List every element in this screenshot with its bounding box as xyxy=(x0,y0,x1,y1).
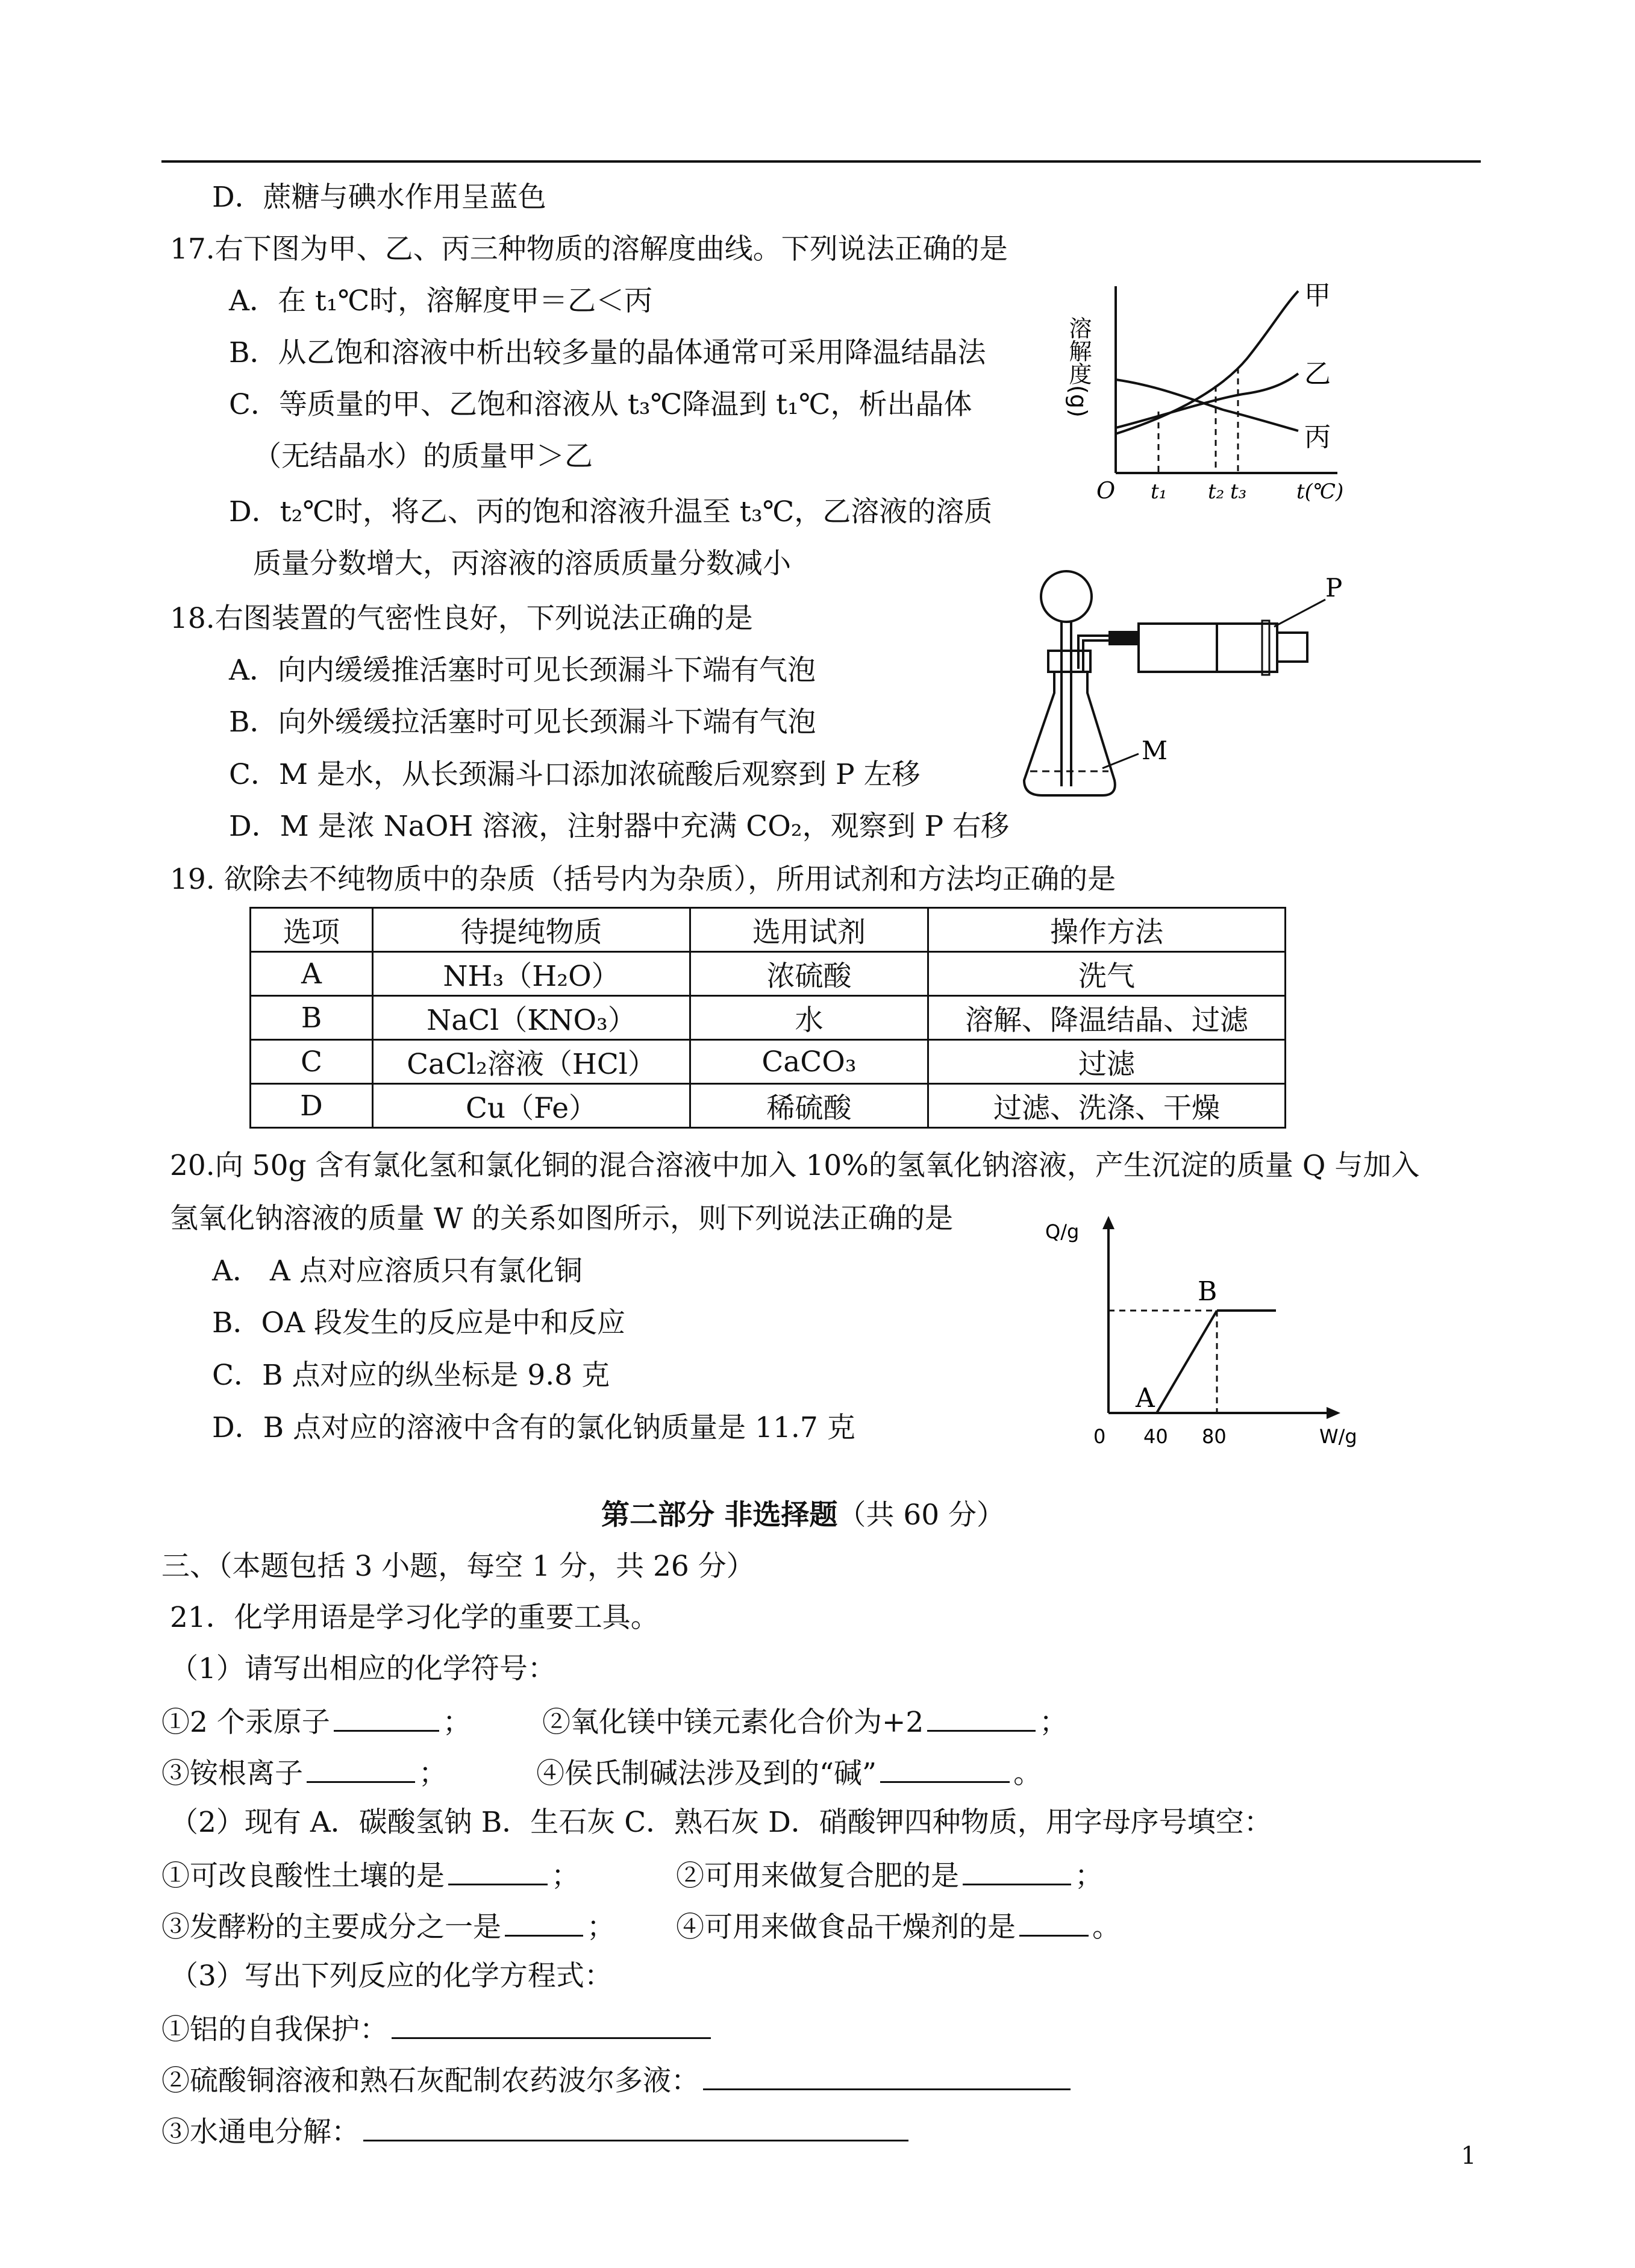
q16-option-d: D．蔗糖与碘水作用呈蓝色 xyxy=(212,181,546,214)
q18-stem: 18.右图装置的气密性良好，下列说法正确的是 xyxy=(170,602,753,635)
label-m: M xyxy=(1142,736,1168,765)
table-cell: NH₃（H₂O） xyxy=(373,952,690,996)
table-header: 选项 xyxy=(251,908,373,952)
syringe-barrel xyxy=(1139,624,1277,672)
table-cell: 浓硫酸 xyxy=(690,952,928,996)
table-cell: 过滤 xyxy=(928,1040,1286,1084)
q21-1d-text: ④侯氏制碱法涉及到的“碱” xyxy=(536,1757,877,1790)
q19-stem: 19. 欲除去不纯物质中的杂质（括号内为杂质），所用试剂和方法均正确的是 xyxy=(170,863,1116,896)
q21-1d xyxy=(536,1753,1042,1792)
answer-blank[interactable] xyxy=(307,1753,415,1783)
q17-option-c: C．等质量的甲、乙饱和溶液从 t₃℃降温到 t₁℃，析出晶体 xyxy=(229,388,972,421)
answer-blank[interactable] xyxy=(392,2010,711,2039)
q21-2c-text: ③发酵粉的主要成分之一是 xyxy=(161,1911,501,1944)
answer-blank[interactable] xyxy=(334,1702,439,1732)
table-row xyxy=(251,1084,1286,1128)
q21-2b xyxy=(676,1856,1103,1894)
q21-sub2: （2）现有 A．碳酸氢钠 B．生石灰 C．熟石灰 D．硝酸钾四种物质，用字母序号填空： xyxy=(170,1806,1272,1839)
answer-blank[interactable] xyxy=(963,1856,1071,1885)
q21-2d xyxy=(676,1907,1121,1946)
section-heading: 三、（本题包括 3 小题，每空 1 分，共 26 分） xyxy=(161,1550,755,1583)
label-p: P xyxy=(1325,573,1343,603)
q21-1b-text: ②氧化镁中镁元素化合价为+2 xyxy=(542,1706,924,1739)
table-header: 操作方法 xyxy=(928,908,1286,952)
label-yi: 乙 xyxy=(1304,359,1331,389)
period: 。 xyxy=(1092,1911,1121,1944)
q17-stem: 17.右下图为甲、乙、丙三种物质的溶解度曲线。下列说法正确的是 xyxy=(170,233,1008,266)
q17-option-c-cont: （无结晶水）的质量甲＞乙 xyxy=(253,440,593,473)
solubility-curve-figure xyxy=(1065,274,1386,504)
table-cell: NaCl（KNO₃） xyxy=(373,996,690,1040)
q20-stem: 20.向 50g 含有氯化氢和氯化铜的混合溶液中加入 10%的氢氧化钠溶液，产生沉淀的质量 Q 与加入 xyxy=(170,1149,1420,1182)
table-row xyxy=(251,1040,1286,1084)
q21-3a xyxy=(161,2010,714,2048)
table-header: 选用试剂 xyxy=(690,908,928,952)
curve-jia xyxy=(1116,291,1298,434)
q20-option-a: A． A 点对应溶质只有氯化铜 xyxy=(212,1255,583,1288)
q18-option-c: C．M 是水，从长颈漏斗口添加浓硫酸后观察到 P 左移 xyxy=(229,758,921,791)
q21-3a-text: ①铝的自我保护： xyxy=(161,2013,388,2046)
header-rule xyxy=(161,160,1481,163)
table-cell: CaCO₃ xyxy=(690,1040,928,1084)
table-row xyxy=(251,952,1286,996)
page-number: 1 xyxy=(1461,2142,1477,2170)
q18-option-d: D．M 是浓 NaOH 溶液，注射器中充满 CO₂，观察到 P 右移 xyxy=(229,810,1010,843)
answer-blank[interactable] xyxy=(880,1753,1010,1783)
q18-option-b: B．向外缓缓拉活塞时可见长颈漏斗下端有气泡 xyxy=(229,706,816,739)
q21-sub3: （3）写出下列反应的化学方程式： xyxy=(170,1959,613,1993)
label-bing: 丙 xyxy=(1304,422,1331,453)
answer-blank[interactable] xyxy=(1019,1907,1089,1937)
q21-2d-text: ④可用来做食品干燥剂的是 xyxy=(676,1911,1016,1944)
x-tick-80: 80 xyxy=(1202,1425,1227,1448)
precipitate-graph xyxy=(1042,1211,1380,1464)
table-cell: C xyxy=(251,1040,373,1084)
q21-1b xyxy=(542,1702,1068,1741)
x-axis-label: W/g xyxy=(1319,1425,1357,1448)
x-tick-40: 40 xyxy=(1143,1425,1168,1448)
q21-1c-text: ③铵根离子 xyxy=(161,1757,303,1790)
answer-blank[interactable] xyxy=(448,1856,548,1885)
point-a-label: A xyxy=(1136,1383,1155,1414)
origin-label: 0 xyxy=(1093,1425,1106,1448)
semicolon: ； xyxy=(1075,1859,1103,1893)
semicolon: ； xyxy=(587,1911,615,1944)
tick-t2: t₂ xyxy=(1208,480,1225,504)
part2-title xyxy=(601,1497,1005,1533)
origin-label: O xyxy=(1096,477,1116,504)
table-row xyxy=(251,996,1286,1040)
answer-blank[interactable] xyxy=(703,2061,1071,2090)
table-header-row xyxy=(251,908,1286,952)
part2-title-main: 第二部分 非选择题 xyxy=(601,1499,838,1532)
q20-option-d: D．B 点对应的溶液中含有的氯化钠质量是 11.7 克 xyxy=(212,1411,855,1444)
table-cell: 溶解、降温结晶、过滤 xyxy=(928,996,1286,1040)
flask xyxy=(1024,672,1115,795)
q17-option-a: A．在 t₁℃时，溶解度甲＝乙＜丙 xyxy=(229,284,653,318)
table-cell: D xyxy=(251,1084,373,1128)
apparatus-figure xyxy=(1018,563,1355,804)
semicolon: ； xyxy=(1039,1706,1068,1739)
table-cell: Cu（Fe） xyxy=(373,1084,690,1128)
q21-2b-text: ②可用来做复合肥的是 xyxy=(676,1859,959,1893)
q20-option-c: C．B 点对应的纵坐标是 9.8 克 xyxy=(212,1359,610,1392)
part2-title-suffix: （共 60 分） xyxy=(837,1499,1005,1532)
q17-option-b: B．从乙饱和溶液中析出较多量的晶体通常可采用降温结晶法 xyxy=(229,336,986,369)
q21-3b xyxy=(161,2061,1074,2099)
purification-table xyxy=(249,907,1286,1129)
q20-stem-cont: 氢氧化钠溶液的质量 W 的关系如图所示，则下列说法正确的是 xyxy=(170,1202,954,1235)
curve-yi xyxy=(1116,374,1298,428)
q21-1a xyxy=(161,1702,471,1741)
table-cell: 稀硫酸 xyxy=(690,1084,928,1128)
q17-option-d-cont: 质量分数增大，丙溶液的溶质质量分数减小 xyxy=(253,547,791,580)
q21-stem: 21．化学用语是学习化学的重要工具。 xyxy=(170,1601,659,1634)
label-jia: 甲 xyxy=(1304,280,1331,311)
point-b-label: B xyxy=(1198,1276,1218,1307)
q21-2a-text: ①可改良酸性土壤的是 xyxy=(161,1859,445,1893)
y-axis-label: Q/g xyxy=(1045,1220,1080,1243)
semicolon: ； xyxy=(419,1757,447,1790)
y-axis-label: 溶解度(g) xyxy=(1065,316,1092,418)
q21-2a xyxy=(161,1856,580,1894)
answer-blank[interactable] xyxy=(927,1702,1036,1732)
rubber-tube xyxy=(1108,631,1139,645)
tick-t1: t₁ xyxy=(1151,480,1168,504)
q21-1a-text: ①2 个汞原子 xyxy=(161,1706,330,1739)
q21-sub1: （1）请写出相应的化学符号： xyxy=(170,1652,556,1685)
q18-option-a: A．向内缓缓推活塞时可见长颈漏斗下端有气泡 xyxy=(229,654,816,687)
q21-3b-text: ②硫酸铜溶液和熟石灰配制农药波尔多液： xyxy=(161,2064,699,2097)
tick-t3: t₃ xyxy=(1230,480,1247,504)
table-cell: 水 xyxy=(690,996,928,1040)
q20-option-b: B．OA 段发生的反应是中和反应 xyxy=(212,1306,625,1339)
q21-2c xyxy=(161,1907,615,1946)
table-cell: B xyxy=(251,996,373,1040)
semicolon: ； xyxy=(551,1859,580,1893)
table-cell: A xyxy=(251,952,373,996)
q17-option-d: D．t₂℃时，将乙、丙的饱和溶液升温至 t₃℃，乙溶液的溶质 xyxy=(229,495,993,528)
semicolon: ； xyxy=(442,1706,471,1739)
q21-3c-text: ③水通电分解： xyxy=(161,2116,360,2149)
q21-1c xyxy=(161,1753,447,1792)
table-cell: 洗气 xyxy=(928,952,1286,996)
q21-3c xyxy=(161,2112,912,2151)
answer-blank[interactable] xyxy=(505,1907,583,1937)
table-cell: CaCl₂溶液（HCl） xyxy=(373,1040,690,1084)
table-cell: 过滤、洗涤、干燥 xyxy=(928,1084,1286,1128)
line-ab xyxy=(1157,1311,1217,1413)
x-axis-label: t(℃) xyxy=(1296,480,1344,504)
table-header: 待提纯物质 xyxy=(373,908,690,952)
period: 。 xyxy=(1013,1757,1042,1790)
answer-blank[interactable] xyxy=(363,2112,908,2141)
plunger-handle xyxy=(1277,633,1307,662)
funnel-bulb xyxy=(1041,571,1092,622)
